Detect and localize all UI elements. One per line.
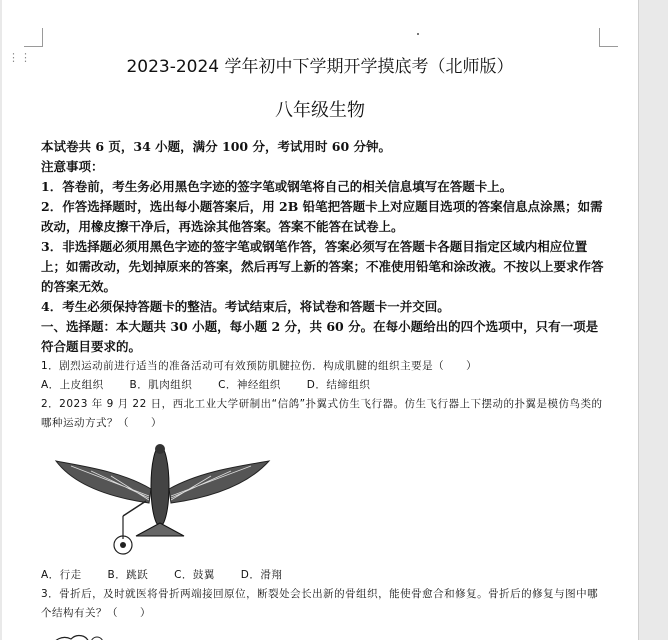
subject-title: 八年级生物 bbox=[275, 100, 365, 121]
margin-corner-mark bbox=[599, 28, 618, 47]
notice-item: 1．答卷前，考生务必用黑色字迹的签字笔或钢笔将自己的相关信息填写在答题卡上。 bbox=[41, 179, 513, 194]
option: C．鼓翼 bbox=[174, 569, 215, 581]
document-page bbox=[2, 0, 639, 640]
question-options bbox=[41, 376, 607, 395]
intro-text: 本试卷共 6 页，34 小题，满分 100 分，考试用时 60 分钟。 bbox=[41, 139, 392, 154]
option: A．行走 bbox=[41, 569, 82, 581]
ornithopter-figure bbox=[51, 441, 271, 556]
notice-item: 2．作答选择题时，选出每小题答案后，用 2B 铅笔把答题卡上对应题目选项的答案信息点涂黑；如需改动，用橡皮擦干净后，再选涂其他答案。答案不能答在试卷上。 bbox=[41, 199, 603, 234]
margin-corner-mark bbox=[24, 28, 43, 47]
question-stem: 1．剧烈运动前进行适当的准备活动可有效预防肌腱拉伤．构成肌腱的组织主要是（ ） bbox=[41, 360, 478, 372]
bone-figure bbox=[41, 631, 121, 640]
question-stem: 2．2023 年 9 月 22 日，西北工业大学研制出“信鸽”扑翼式仿生飞行器。仿生飞行器上下摆动的扑翼是模仿鸟类的哪种运动方式？（ ） bbox=[41, 398, 603, 429]
option: D．滑翔 bbox=[240, 569, 283, 581]
page-dot bbox=[417, 33, 419, 35]
question-options bbox=[41, 566, 607, 585]
drag-handle-icon[interactable]: ⋮⋮ bbox=[8, 51, 32, 64]
option: A．上皮组织 bbox=[41, 379, 104, 391]
section-heading: 一、选择题：本大题共 30 小题，每小题 2 分，共 60 分。在每小题给出的四个选项中，只有一项是符合题目要求的。 bbox=[41, 319, 599, 354]
exam-title: 2023-2024 学年初中下学期开学摸底考（北师版） bbox=[126, 57, 514, 77]
option: D．结缔组织 bbox=[306, 379, 371, 391]
question-stem: 3．骨折后，及时就医将骨折两端接回原位，断裂处会长出新的骨组织，能使骨愈合和修复。骨折后的修复与图中哪个结构有关？（ ） bbox=[41, 588, 599, 619]
notice-heading: 注意事项： bbox=[41, 159, 104, 174]
option: B．肌肉组织 bbox=[129, 379, 193, 391]
notice-item: 3．非选择题必须用黑色字迹的签字笔或钢笔作答，答案必须写在答题卡各题目指定区域内相应位置上；如需改动，先划掉原来的答案，然后再写上新的答案；不准使用铅笔和涂改液。不按以上要求作答的答案无效。 bbox=[41, 239, 604, 294]
document-body bbox=[41, 137, 607, 640]
option: B．跳跃 bbox=[107, 569, 149, 581]
option: C．神经组织 bbox=[218, 379, 281, 391]
notice-item: 4．考生必须保持答题卡的整洁。考试结束后，将试卷和答题卡一并交回。 bbox=[41, 299, 450, 314]
